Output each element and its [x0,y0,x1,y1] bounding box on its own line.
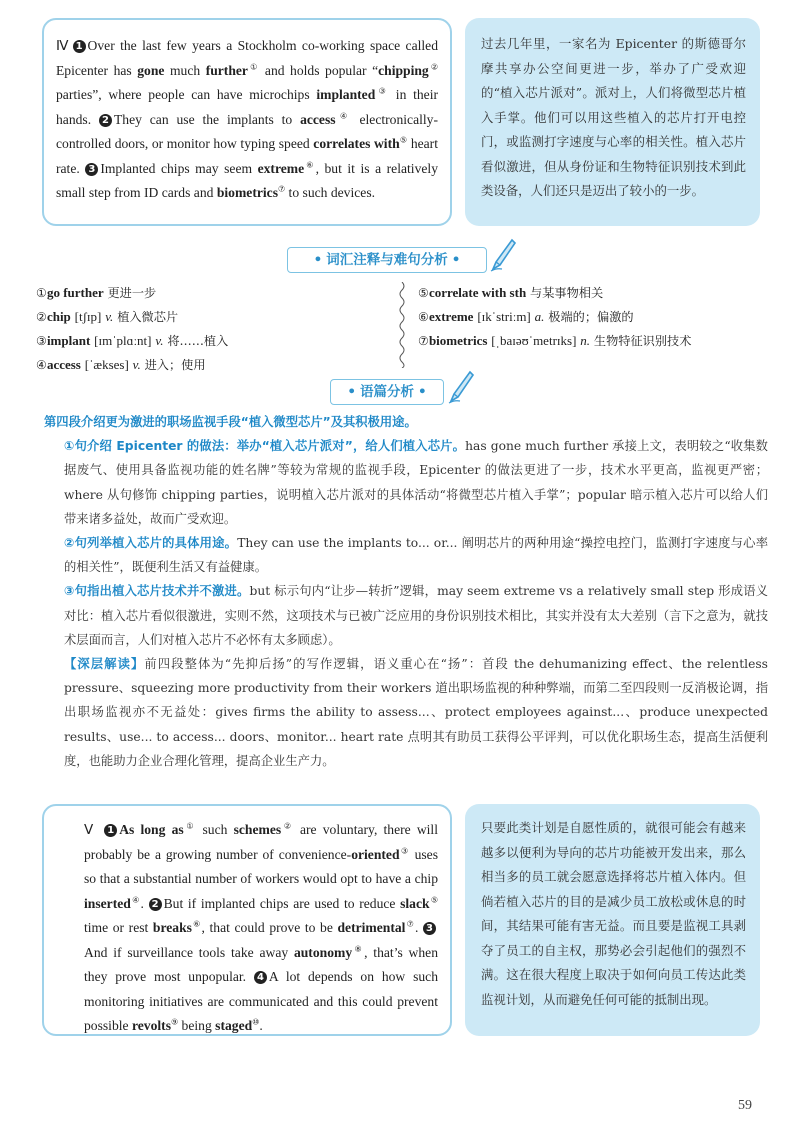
sentence-1-marker: 1 [104,824,117,837]
para5-s3a: And if surveillance tools take away [84,944,294,960]
para4-s1a: Over the last few years a Stockholm co-working space called Epicenter has [56,38,438,78]
column-divider [397,282,407,368]
para5-chinese-box [465,804,760,1036]
para5-s2c: , that could prove to be [201,920,338,935]
para5-s1d: uses so that a substantial number of workers would opt to have a chip [84,846,438,886]
note-3: ③ [399,845,410,855]
para4-s3c: to such devices. [285,185,376,200]
sentence-3-marker: 3 [85,163,98,176]
term-access: access [300,111,336,127]
para4-s3b: , but it is a relatively small step from ID cards and [56,160,438,200]
vocab-item: ③implant [ɪmˈplɑːnt] v. 将……植入 [36,333,229,348]
term-as-long-as: As long as [119,822,184,837]
para4-s1d: in their hands. [56,87,438,127]
para4-s1b: and holds popular “ [259,62,379,78]
note-2: ② [281,821,294,831]
term-schemes: schemes [233,822,282,837]
term-gone: gone [137,62,165,78]
note-2: ② [428,61,439,71]
analysis-intro: 第四段介绍更为激进的职场监视手段“植入微型芯片”及其积极用途。 [44,415,417,429]
vocab-item: ⑥extreme [ɪkˈstriːm] a. 极端的；偏激的 [418,309,634,324]
term-further: further [205,62,248,78]
para4-mid1: much [164,62,206,78]
term-breaks: breaks [152,920,192,935]
analysis-sentence-1: ①句介绍 Epicenter 的做法：举办“植入芯片派对”，给人们植入芯片。has gone much further 承接上文，表明较之“收集数据废气、使用具备监视功能的姓名牌”等较为常规的监视手段，Epicenter 的做法更进了一步，技术水平更高，监视更严密；where 从句修饰 chipping parties，说明植入芯片派对的具体活动“将微型芯片植入手掌”；popular 暗示植入芯片可以给人们带来诸多益处，故而广受欢迎。 [64,439,768,526]
para5-s1e: . [140,895,144,911]
term-inserted: inserted [84,895,131,911]
sentence-2-marker: 2 [99,114,112,127]
section-title-vocab: • 词汇注释与难句分析 • [287,247,487,273]
para5-s2b: time or rest [84,920,153,935]
para5-s4c: . [259,1018,263,1033]
term-autonomy: autonomy [293,944,353,960]
term-implanted: implanted [316,87,376,102]
vocab-left-column [36,281,228,377]
note-8: ⑧ [352,943,365,953]
sentence-1-marker: 1 [73,40,86,53]
term-detrimental: detrimental [337,920,406,935]
para5-s4b: being [178,1018,216,1033]
term-extreme: extreme [257,160,305,176]
analysis-sentence-3: ③句指出植入芯片技术并不激进。but 标示句内“让步—转折”逻辑，may seem extreme vs a relatively small step 形成语义对比：植入芯片看似很激进，实则不然，这项技术与已被广泛应用的身份识别技术相比，其实并没有太大差别（言下之意为，就技术层面而言，人们对植入芯片不必怀有太多顾虑）。 [64,584,768,647]
vocab-item: ⑦biometrics [ˌbaɪəʊˈmetrɪks] n. 生物特征识别技术 [418,333,692,348]
term-biometrics: biometrics [216,185,278,200]
para5-roman: Ⅴ [84,822,97,837]
analysis-sentence-2: ②句列举植入芯片的具体用途。They can use the implants to... or... 阐明芯片的两种用途“操控电控门，监测打字速度与心率的相关性”，既便利生活又有益健康。 [64,536,768,575]
para5-s2a: But if implanted chips are used to reduce [163,895,401,911]
note-6: ⑥ [191,919,202,929]
note-9: ⑨ [170,1017,179,1027]
term-slack: slack [400,895,430,911]
vocab-item: ⑤correlate with sth 与某事物相关 [418,285,604,300]
para4-s2b: electronically-controlled doors, or monitor how typing speed [56,111,438,151]
sentence-4-marker: 4 [254,971,267,984]
note-7: ⑦ [277,184,286,194]
note-7: ⑦ [405,919,415,929]
term-revolts: revolts [131,1018,171,1033]
term-correlates-with: correlates with [313,136,400,151]
para4-s2a: They can use the implants to [113,111,301,127]
section-title-analysis: • 语篇分析 • [330,379,444,405]
vocab-item: ④access [ˈækses] v. 进入；使用 [36,357,206,372]
analysis-block [44,410,768,773]
note-6: ⑥ [304,159,316,169]
term-staged: staged [215,1018,253,1033]
para4-translation: 过去几年里，一家名为 Epicenter 的斯德哥尔摩共享办公空间更进一步，举办了广受欢迎的“植入芯片派对”。派对上，人们将微型芯片植入手掌。他们可以用这些植入的芯片打开电控门，或监测打字速度与心率的相关性。植入芯片看似激进，但从身份证和生物特征识别技术到此类设备，人们还只是迈出了较小的一步。 [481,36,746,198]
para5-translation: 只要此类计划是自愿性质的，就很可能会有越来越多以便利为导向的芯片功能被开发出来，那么相当多的员工就会愿意选择将芯片植入体内。但倘若植入芯片的目的是减少员工放松或休息的时间，其结果可能有害无益。而且要是监视工具剥夺了员工的自主权，那势必会引起他们的强烈不满。这在很大程度上取决于如何向员工传达此类监视计划，从而避免任何可能的抵制出现。 [481,820,746,1007]
section-vocab-label: 词汇注释与难句分析 [326,252,448,268]
note-10: ⑩ [252,1017,260,1027]
note-3: ③ [375,86,390,96]
para4-s1c: parties”, where people can have microchips [56,87,317,102]
section-analysis-label: 语篇分析 [360,384,414,400]
page-number: 59 [738,1098,752,1113]
para5-s3b: , that’s when they prove most unpopular. [84,944,439,984]
para4-english-box [42,18,452,226]
para5-s1b: such [196,822,234,837]
analysis-deep-reading: 【深层解读】前四段整体为“先抑后扬”的写作逻辑，语义重心在“扬”：首段 the dehumanizing effect、the relentless pressure、squeezing more productivity from their workers 道出职场监视的种种弊端，而第二至四段则一反消极论调，指出职场监视亦不无益处：gives firms the ability to assess...、protect employees against...、produce unexpected results、use... to access... doors、monitor... heart rate 点明其有助员工获得公平评判，可以优化职场生态，提高生活便利度，也能助力企业合理化管理，提高企业生产力。 [64,657,768,768]
para4-roman: Ⅳ [56,38,71,53]
para4-s3a: Implanted chips may seem [100,160,258,176]
note-5: ⑤ [399,135,408,145]
pen-icon [446,370,474,404]
note-4: ④ [335,110,352,120]
para5-s2d: . [415,920,419,935]
vocab-item: ①go further 更进一步 [36,285,157,300]
vocab-right-column [418,281,691,353]
sentence-2-marker: 2 [149,898,162,911]
para5-s1c: are voluntary, there will probably be a growing number of convenience- [84,822,438,862]
note-5: ⑤ [429,894,439,904]
para4-chinese-box [465,18,760,226]
term-oriented: oriented [351,846,400,862]
sentence-3-marker: 3 [423,922,436,935]
note-4: ④ [130,894,141,904]
term-chipping: chipping [378,62,429,78]
vocab-item: ②chip [tʃɪp] v. 植入微芯片 [36,309,179,324]
note-1: ① [183,821,197,831]
para5-s4a: A lot depends on how such monitoring initiatives are communicated and this could prevent possible [84,969,438,1033]
note-1: ① [247,61,260,71]
para4-s2c: heart rate. [56,136,438,176]
pen-icon [488,238,516,272]
para5-english-box [42,804,452,1036]
